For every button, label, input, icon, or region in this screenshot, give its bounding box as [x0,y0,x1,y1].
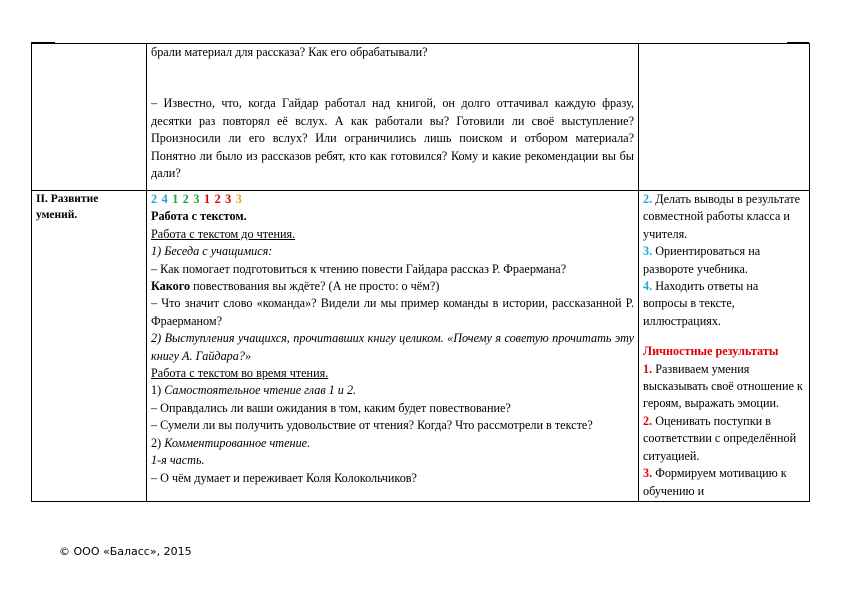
content-cell [147,191,639,502]
copyright-footer: © ООО «Баласс», 2015 [59,545,192,558]
list-item: 1) Самостоятельное чтение глав 1 и 2. [151,383,357,398]
result-item: 3. Ориентироваться на развороте учебника. [643,244,761,276]
result-item: 2. Оценивать поступки в соответствии с определённой ситуацией. [643,413,797,463]
subsection-heading: Работа с текстом до чтения. [151,226,296,241]
bold-word: Какого [151,279,191,294]
list-item: 1) Беседа с учащимися: [151,244,273,259]
section-title: Работа с текстом. [151,209,247,224]
content-cell [147,44,639,191]
table-row [32,44,810,191]
result-item: 1. Развиваем умения высказывать своё отношение к героям, выражать эмоции. [643,361,803,411]
skill-code: 3 [235,192,243,206]
list-item: 2) Комментированное чтение. [151,435,311,450]
skill-code: 1 [172,192,179,206]
subsection-heading: Работа с текстом во время чтения. [151,366,329,381]
skill-code: 3 [193,192,200,206]
stage-cell [32,191,147,502]
table-row [32,191,810,502]
skill-codes [151,191,634,208]
skill-code: 2 [214,192,222,206]
result-item: 4. Находить ответы на вопросы в тексте, иллюстрациях. [643,279,759,328]
skill-code: 4 [161,192,169,206]
teacher-comment: – Известно, что, когда Гайдар работал над книгой, он долго оттачивал каждую фразу, десятки раз повторял её вслух. А как работали вы? Готовили ли своё выступление? Произносили ли его вслух? Или ограничились лишь поиском и отбором материала? Понятно ли было из рассказов ребят, кто как готовился? Кому и какие рекомендации вы бы дали? [151,96,634,181]
skill-code: 3 [225,192,232,206]
lesson-plan-table [31,43,810,502]
results-cell [639,44,810,191]
results-cell [639,191,810,502]
personal-results-title: Личностные результаты [643,344,779,359]
skill-code: 2 [151,192,158,206]
question: – Оправдались ли ваши ожидания в том, каким будет повествование? [151,400,511,415]
question: – Сумели ли вы получить удовольствие от чтения? Когда? Что рассмотрели в тексте? [151,418,593,433]
list-item: 2) Выступления учащихся, прочитавших книгу целиком. «Почему я советую прочитать эту книгу А. Гайдара?» [151,331,634,363]
question: – Как помогает подготовиться к чтению повести Гайдара рассказ Р. Фраермана? [151,261,567,276]
question: – О чём думает и переживает Коля Колокольчиков? [151,470,417,485]
question: Какого повествования вы ждёте? (А не просто: о чём?) [151,279,440,294]
skill-code: 2 [182,192,190,206]
question: – Что значит слово «команда»? Видели ли мы пример команды в истории, рассказанной Р. Фраерманом? [151,296,634,328]
result-item: 2. Делать выводы в результате совместной работы класса и учителя. [643,192,801,241]
skill-code: 1 [203,192,211,206]
stage-label: II. Развитие умений. [36,193,99,221]
result-item: 3. Формируем мотивацию к обучению и [643,466,787,498]
stage-cell [32,44,147,191]
text-line: брали материал для рассказа? Как его обрабатывали? [151,45,428,59]
part-label: 1-я часть. [151,453,205,468]
